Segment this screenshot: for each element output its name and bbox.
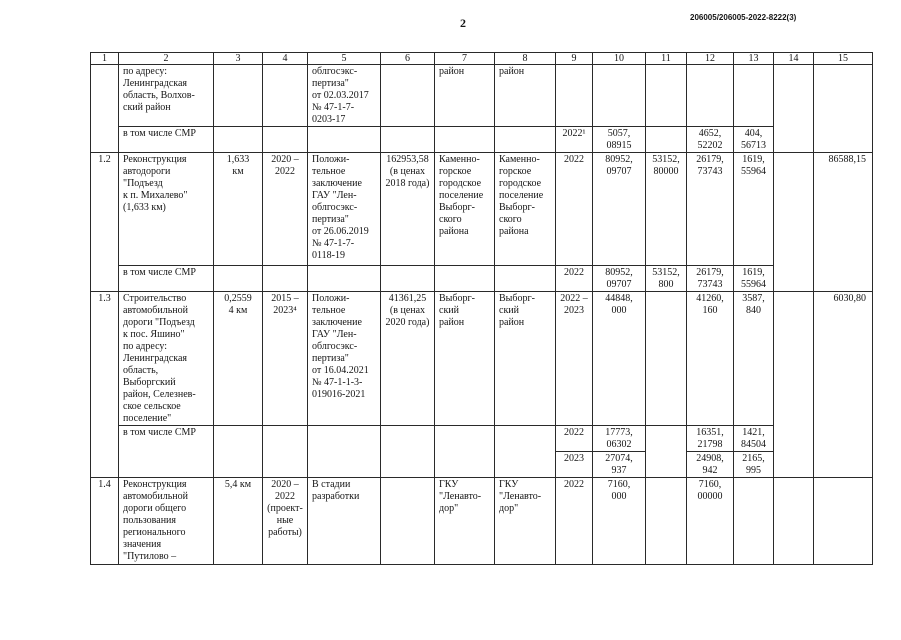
item-1-3-col-11-cell — [646, 292, 687, 426]
column-number-6: 6 — [381, 53, 435, 65]
column-number-12: 12 — [687, 53, 734, 65]
item-1-2-smr-col-10-cell: 80952, 09707 — [593, 266, 646, 292]
item-1-3-col-7-cell: Выборг- ский район — [435, 292, 495, 426]
item-1-2-expertise-cell: Положи- тельное заключение ГАУ "Лен- облгосэкс- пертиза" от 26.06.2019 № 47-1-7- 0118-19 — [308, 153, 381, 266]
item-1-2-col-11-cell: 53152, 80000 — [646, 153, 687, 266]
table-row — [91, 426, 873, 452]
item-1-3-col-10-cell: 44848, 000 — [593, 292, 646, 426]
cont-smr-col-13-cell: 404, 56713 — [734, 127, 774, 153]
item-1-4-col-6-cell — [381, 478, 435, 565]
item-1-2-col-12-cell: 26179, 73743 — [687, 153, 734, 266]
cont-expertise-cell: облгосэкс- пертиза" от 02.03.2017 № 47-1-7- 0203-17 — [308, 65, 381, 127]
cont-col-9-cell — [556, 65, 593, 127]
item-1-4-col-8-cell: ГКУ "Ленавто- дор" — [495, 478, 556, 565]
cont-col-4-cell — [263, 65, 308, 127]
column-number-13: 13 — [734, 53, 774, 65]
item-1-4-col-15-cell — [814, 478, 873, 565]
item-1-2-col-6-cell: 162953,58 (в ценах 2018 года) — [381, 153, 435, 266]
column-number-15: 15 — [814, 53, 873, 65]
item-1-2-col-4-cell: 2020 – 2022 — [263, 153, 308, 266]
cont-col-7-cell: район — [435, 65, 495, 127]
column-number-11: 11 — [646, 53, 687, 65]
item-1-2-col-3-cell: 1,633 км — [214, 153, 263, 266]
cont-col-6-cell — [381, 65, 435, 127]
item-1-3-smr-2023-year-cell: 2023 — [556, 452, 593, 478]
column-number-10: 10 — [593, 53, 646, 65]
column-number-9: 9 — [556, 53, 593, 65]
item-1-4-col-10-cell: 7160, 000 — [593, 478, 646, 565]
item-1-4-expertise-cell: В стадии разработки — [308, 478, 381, 565]
item-1-2-col-13-cell: 1619, 55964 — [734, 153, 774, 266]
cont-smr-year-cell: 2022¹ — [556, 127, 593, 153]
item-1-2-smr-col-7-cell — [435, 266, 495, 292]
item-1-3-col-13-cell: 3587, 840 — [734, 292, 774, 426]
column-number-5: 5 — [308, 53, 381, 65]
cont-col-3-cell — [214, 65, 263, 127]
cont-smr-col-8-cell — [495, 127, 556, 153]
cont-col-13-cell — [734, 65, 774, 127]
item-1-2-smr-col-13-cell: 1619, 55964 — [734, 266, 774, 292]
cont-smr-col-11-cell — [646, 127, 687, 153]
item-1-3-smr-2023-col-12-cell: 24908, 942 — [687, 452, 734, 478]
item-1-2-col-10-cell: 80952, 09707 — [593, 153, 646, 266]
column-number-2: 2 — [119, 53, 214, 65]
cont-smr-col-6-cell — [381, 127, 435, 153]
page-number: 2 — [460, 16, 466, 30]
column-number-8: 8 — [495, 53, 556, 65]
cont-col-10-cell — [593, 65, 646, 127]
cont-smr-label-cell: в том числе СМР — [119, 127, 214, 153]
cont-col-14-cell — [774, 65, 814, 153]
item-1-3-col-8-cell: Выборг- ский район — [495, 292, 556, 426]
column-number-1: 1 — [91, 53, 119, 65]
table-row — [91, 153, 873, 266]
item-1-2-col-15-cell: 86588,15 — [814, 153, 873, 292]
item-1-3-smr-2023-col-13-cell: 2165, 995 — [734, 452, 774, 478]
table-row — [91, 292, 873, 426]
cont-name-cell: по адресу: Ленинградская область, Волхов- ский район — [119, 65, 214, 127]
item-1-2-col-14-cell — [774, 153, 814, 292]
item-1-3-col-15-cell: 6030,80 — [814, 292, 873, 478]
item-1-4-col-7-cell: ГКУ "Ленавто- дор" — [435, 478, 495, 565]
item-1-2-year-cell: 2022 — [556, 153, 593, 266]
item-1-2-smr-year-cell: 2022 — [556, 266, 593, 292]
item-1-3-col-12-cell: 41260, 160 — [687, 292, 734, 426]
item-1-2-col-8-cell: Каменно- горское городское поселение Выборг- ского района — [495, 153, 556, 266]
document-number: 206005/206005-2022-8222(3) — [690, 13, 797, 22]
item-1-2-smr-col-5-cell — [308, 266, 381, 292]
item-1-3-smr-col-8-cell — [495, 426, 556, 478]
item-1-2-smr-col-3-cell — [214, 266, 263, 292]
item-1-4-year-cell: 2022 — [556, 478, 593, 565]
item-1-2-smr-col-11-cell: 53152, 800 — [646, 266, 687, 292]
item-1-3-name-cell: Строительство автомобильной дороги "Подъезд к пос. Яшино" по адресу: Ленинградская область, Выборгский район, Селезнев- ское сельское поселение" — [119, 292, 214, 426]
cont-col-11-cell — [646, 65, 687, 127]
cont-col-15-cell — [814, 65, 873, 153]
item-1-3-smr-col-11-cell — [646, 426, 687, 478]
item-1-4-col-13-cell — [734, 478, 774, 565]
item-1-3-smr-2023-col-10-cell: 27074, 937 — [593, 452, 646, 478]
item-1-3-smr-2022-col-10-cell: 17773, 06302 — [593, 426, 646, 452]
item-1-3-expertise-cell: Положи- тельное заключение ГАУ "Лен- облгосэкс- пертиза" от 16.04.2021 № 47-1-1-3- 019016-2021 — [308, 292, 381, 426]
item-1-3-col-3-cell: 0,2559 4 км — [214, 292, 263, 426]
item-1-4-col-12-cell: 7160, 00000 — [687, 478, 734, 565]
table-row — [91, 65, 873, 127]
item-1-2-smr-col-8-cell — [495, 266, 556, 292]
column-number-3: 3 — [214, 53, 263, 65]
cont-smr-col-3-cell — [214, 127, 263, 153]
cont-smr-col-4-cell — [263, 127, 308, 153]
item-1-3-smr-col-5-cell — [308, 426, 381, 478]
table-row — [91, 478, 873, 565]
item-1-4-col-11-cell — [646, 478, 687, 565]
item-1-2-smr-col-4-cell — [263, 266, 308, 292]
cont-col-12-cell — [687, 65, 734, 127]
item-1-2-smr-col-12-cell: 26179, 73743 — [687, 266, 734, 292]
cont-smr-col-10-cell: 5057, 08915 — [593, 127, 646, 153]
item-1-2-name-cell: Реконструкция автодороги "Подъезд к п. Михалево" (1,633 км) — [119, 153, 214, 266]
item-1-4-name-cell: Реконструкция автомобильной дороги общего пользования регионального значения "Путилово – — [119, 478, 214, 565]
item-1-3-smr-col-4-cell — [263, 426, 308, 478]
cont-smr-col-7-cell — [435, 127, 495, 153]
item-1-2-smr-label-cell: в том числе СМР — [119, 266, 214, 292]
item-1-4-number-cell: 1.4 — [91, 478, 119, 565]
table-row — [91, 127, 873, 153]
item-1-3-smr-col-6-cell — [381, 426, 435, 478]
item-1-3-smr-col-3-cell — [214, 426, 263, 478]
item-1-3-col-6-cell: 41361,25 (в ценах 2020 года) — [381, 292, 435, 426]
column-number-7: 7 — [435, 53, 495, 65]
table-row — [91, 266, 873, 292]
item-1-4-col-4-cell: 2020 – 2022 (проект- ные работы) — [263, 478, 308, 565]
cont-col-8-cell: район — [495, 65, 556, 127]
item-1-3-col-4-cell: 2015 – 2023⁴ — [263, 292, 308, 426]
item-1-3-year-cell: 2022 – 2023 — [556, 292, 593, 426]
item-1-3-smr-col-7-cell — [435, 426, 495, 478]
item-1-3-smr-2022-col-13-cell: 1421, 84504 — [734, 426, 774, 452]
column-number-14: 14 — [774, 53, 814, 65]
item-1-3-smr-2022-year-cell: 2022 — [556, 426, 593, 452]
item-1-4-col-3-cell: 5,4 км — [214, 478, 263, 565]
item-1-2-number-cell: 1.2 — [91, 153, 119, 292]
item-1-2-smr-col-6-cell — [381, 266, 435, 292]
column-number-row — [91, 53, 873, 65]
item-1-3-col-14-cell — [774, 292, 814, 478]
item-1-2-col-7-cell: Каменно- горское городское поселение Выборг- ского района — [435, 153, 495, 266]
item-1-3-smr-label-cell: в том числе СМР — [119, 426, 214, 478]
item-1-3-number-cell: 1.3 — [91, 292, 119, 478]
cont-smr-col-12-cell: 4652, 52202 — [687, 127, 734, 153]
cont-smr-col-5-cell — [308, 127, 381, 153]
cont-col-1-cell — [91, 65, 119, 153]
data-table — [90, 52, 873, 565]
item-1-4-col-14-cell — [774, 478, 814, 565]
item-1-3-smr-2022-col-12-cell: 16351, 21798 — [687, 426, 734, 452]
column-number-4: 4 — [263, 53, 308, 65]
